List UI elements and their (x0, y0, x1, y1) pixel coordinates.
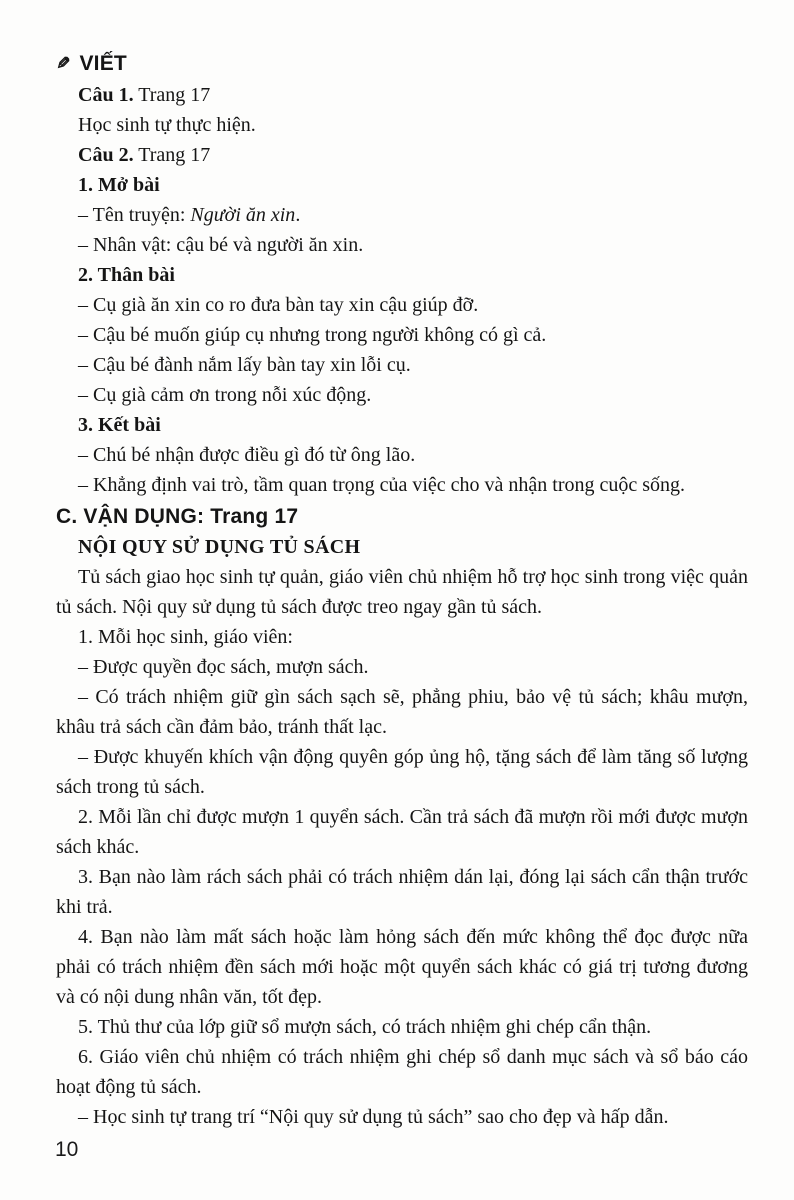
outline-close-item: – Khẳng định vai trò, tầm quan trọng của việc cho và nhận trong cuộc sống. (78, 474, 686, 496)
question-1-page-ref: Trang 17 (138, 84, 211, 106)
write-section-header (56, 48, 748, 80)
rule-item: 3. Bạn nào làm rách sách phải có trách nhiệm dán lại, đóng lại sách cẩn thận trước khi trả. (56, 866, 748, 918)
pencil-icon: ✎ (56, 54, 71, 73)
rule-1-heading: 1. Mỗi học sinh, giáo viên: (78, 626, 293, 648)
rule-item: 2. Mỗi lần chỉ được mượn 1 quyển sách. Cần trả sách đã mượn rồi mới được mượn sách khác. (56, 806, 748, 858)
outline-body-heading: 2. Thân bài (78, 264, 175, 286)
outline-story-item (56, 200, 748, 230)
outline-body-item: – Cậu bé đành nắm lấy bàn tay xin lỗi cụ. (78, 354, 411, 376)
outline-body-item: – Cụ già ăn xin co ro đưa bàn tay xin cậu giúp đỡ. (78, 294, 479, 316)
question-2-label: Câu 2. (78, 144, 134, 166)
rule-item: 5. Thủ thư của lớp giữ sổ mượn sách, có trách nhiệm ghi chép cẩn thận. (78, 1016, 652, 1038)
library-rules-title: NỘI QUY SỬ DỤNG TỦ SÁCH (78, 536, 361, 558)
outline-story-prefix: – Tên truyện: (78, 204, 191, 226)
question-1-line (56, 80, 748, 110)
rule-item: 6. Giáo viên chủ nhiệm có trách nhiệm ghi chép sổ danh mục sách và sổ báo cáo hoạt động tủ sách. (56, 1046, 748, 1098)
rule-item: 4. Bạn nào làm mất sách hoặc làm hỏng sách đến mức không thể đọc được nữa phải có trách nhiệm đền sách mới hoặc một quyển sách khác có giá trị tương đương và có nội dung nhân văn, tốt đẹp. (56, 926, 748, 1008)
question-1-answer: Học sinh tự thực hiện. (78, 114, 256, 136)
outline-body-item: – Cậu bé muốn giúp cụ nhưng trong người không có gì cả. (78, 324, 547, 346)
decoration-note: – Học sinh tự trang trí “Nội quy sử dụng tủ sách” sao cho đẹp và hấp dẫn. (78, 1106, 669, 1128)
outline-story-title: Người ăn xin (190, 204, 296, 226)
outline-story-suffix: . (295, 204, 301, 226)
write-section-title: VIẾT (79, 52, 127, 75)
rule-1-item: – Có trách nhiệm giữ gìn sách sạch sẽ, phẳng phiu, bảo vệ tủ sách; khâu mượn, khâu trả sách cần đảm bảo, tránh thất lạc. (56, 686, 748, 738)
question-2-page-ref: Trang 17 (138, 144, 211, 166)
application-section-header: C. VẬN DỤNG: Trang 17 (56, 505, 299, 528)
outline-close-item: – Chú bé nhận được điều gì đó từ ông lão. (78, 444, 416, 466)
outline-close-heading: 3. Kết bài (78, 414, 161, 436)
rule-1-item: – Được quyền đọc sách, mượn sách. (78, 656, 369, 678)
question-2-line (56, 140, 748, 170)
outline-body-item: – Cụ già cảm ơn trong nỗi xúc động. (78, 384, 372, 406)
library-rules-intro: Tủ sách giao học sinh tự quản, giáo viên chủ nhiệm hỗ trợ học sinh trong việc quản tủ sách. Nội quy sử dụng tủ sách được treo ngay gần tủ sách. (56, 566, 748, 618)
page-number: 10 (55, 1138, 79, 1161)
question-1-label: Câu 1. (78, 84, 134, 106)
outline-characters-item: – Nhân vật: cậu bé và người ăn xin. (78, 234, 364, 256)
rule-1-item: – Được khuyến khích vận động quyên góp ủng hộ, tặng sách để làm tăng số lượng sách trong tủ sách. (56, 746, 748, 798)
outline-open-heading: 1. Mở bài (78, 174, 160, 196)
